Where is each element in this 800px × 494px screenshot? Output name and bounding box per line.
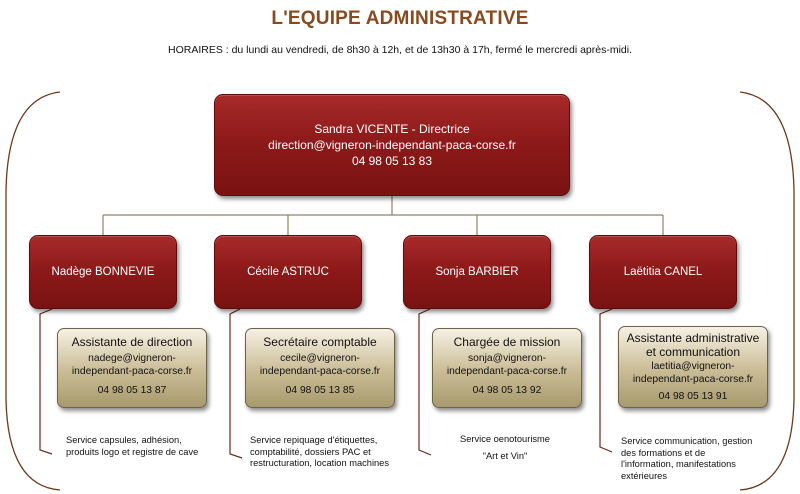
- role-phone: 04 98 05 13 85: [285, 385, 355, 396]
- role-email-line1: laetitia@vigneron-: [651, 361, 735, 372]
- service-sonja-line2: "Art et Vin": [482, 450, 528, 461]
- person-box-sonja: [403, 235, 551, 309]
- director-email: direction@vigneron-independant-paca-corse.fr: [268, 138, 516, 152]
- person-box-cecile: [214, 235, 362, 309]
- role-phone: 04 98 05 13 91: [658, 391, 728, 402]
- role-title-line1: Assistante administrative: [626, 331, 760, 345]
- role-title: Secrétaire comptable: [263, 335, 377, 349]
- office-hours: HORAIRES : du lundi au vendredi, de 8h30 à 12h, et de 13h30 à 17h, fermé le mercredi après-midi.: [167, 44, 632, 56]
- person-name: Laëtitia CANEL: [623, 266, 703, 278]
- role-email-line1: nadege@vigneron-: [88, 353, 176, 364]
- right-bracket: [740, 92, 794, 490]
- role-email-line2: independant-paca-corse.fr: [259, 366, 381, 377]
- person-name: Sonja BARBIER: [435, 266, 519, 278]
- role-title-line2: et communication: [645, 345, 741, 359]
- role-email-line1: cecile@vigneron-: [280, 353, 360, 364]
- service-nadege: Service capsules, adhésion, produits logo et registre de cave: [66, 435, 199, 457]
- service-sonja: [450, 434, 560, 462]
- role-phone: 04 98 05 13 87: [97, 385, 167, 396]
- person-name: Nadège BONNEVIE: [51, 266, 155, 278]
- person-box-laetitia: [589, 235, 737, 309]
- role-title: Assistante de direction: [71, 335, 193, 349]
- service-sonja-line1: Service oenotourisme: [460, 434, 550, 444]
- role-phone: 04 98 05 13 92: [472, 385, 542, 396]
- director-name: Sandra VICENTE - Directrice: [314, 122, 470, 136]
- role-box-cecile: [245, 328, 395, 408]
- role-email-line2: independant-paca-corse.fr: [71, 366, 193, 377]
- role-box-sonja: [432, 328, 582, 408]
- service-cecile: Service repiquage d'étiquettes, comptabilité, dossiers PAC et restructuration, location machines: [250, 435, 390, 468]
- role-box-laetitia: [618, 326, 768, 408]
- service-laetitia: Service communication, gestion des formations et de l'information, manifestations extérieures: [621, 436, 753, 481]
- page-title: L'EQUIPE ADMINISTRATIVE: [271, 8, 529, 29]
- role-email-line2: independant-paca-corse.fr: [446, 366, 568, 377]
- person-box-nadege: [29, 235, 177, 309]
- person-name: Cécile ASTRUC: [247, 266, 329, 278]
- director-phone: 04 98 05 13 83: [351, 154, 433, 168]
- role-email-line2: independant-paca-corse.fr: [632, 374, 754, 385]
- role-email-line1: sonja@vigneron-: [468, 353, 546, 364]
- role-title: Chargée de mission: [453, 335, 561, 349]
- director-box: [214, 94, 570, 196]
- role-box-nadege: [57, 328, 207, 408]
